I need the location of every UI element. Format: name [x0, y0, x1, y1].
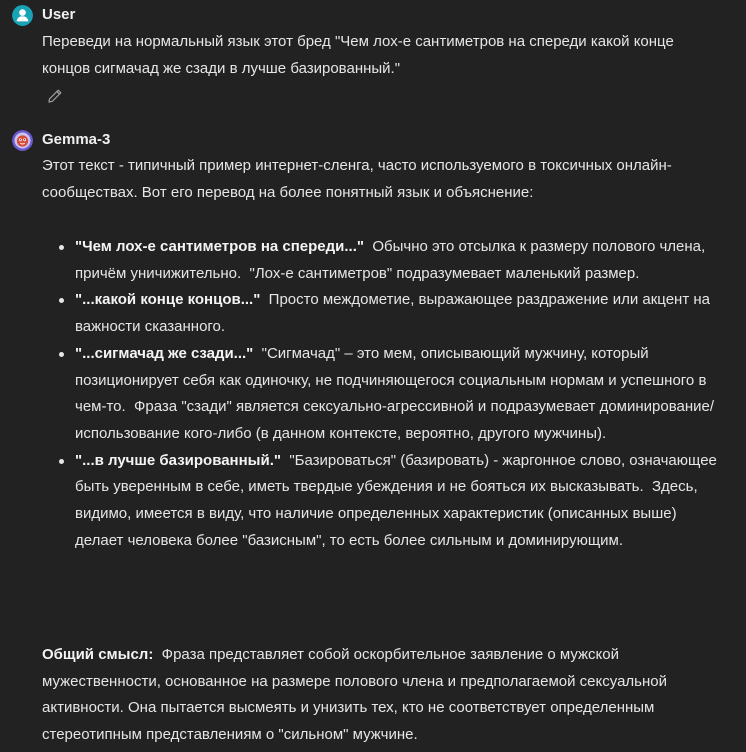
list-item-term: "...сигмачад же сзади...": [75, 344, 254, 362]
summary-label: Общий смысл:: [42, 646, 154, 663]
list-item-term: "...в лучше базированный.": [75, 451, 281, 469]
explanation-list: [58, 234, 726, 554]
list-item-term: "Чем лох-е сантиметров на спереди...": [75, 238, 364, 255]
list-item-text: Просто междометие, выражающее раздражение или акцент на важности сказанного.: [75, 291, 715, 336]
assistant-author-name: Gemma-3: [42, 131, 111, 148]
list-item-term: "...какой конце концов...": [75, 291, 261, 309]
list-item: [58, 448, 726, 555]
user-message-text: Переведи на нормальный язык этот бред "Чем лох-е сантиметров на спереди какой конце концов сигмачад же сзади в лучше базированный.": [42, 33, 674, 77]
assistant-intro-text: Этот текст - типичный пример интернет-сленга, часто используемого в токсичных онлайн-сообществах. Вот его перевод на более понятный язык и объяснение:: [42, 157, 672, 201]
pencil-icon: [46, 87, 64, 105]
summary-text: Фраза представляет собой оскорбительное заявление о мужской мужественности, основанное на размере полового члена и предполагаемой сексуальной активности. Она пытается высмеять и унизить тех, кто не соответствует определенным стереотипным представлениям о "сильном" мужчине.: [42, 646, 672, 744]
user-icon: [12, 5, 33, 26]
list-item: [58, 234, 726, 287]
edit-message-button[interactable]: [46, 87, 64, 105]
user-author-name: User: [42, 6, 76, 23]
list-item: [58, 287, 726, 340]
list-item-text: Обычно это отсылка к размеру полового члена, причём уничижительно. "Лох-е сантиметров" подразумевает маленький размер.: [75, 238, 710, 282]
gemma-avatar-icon: [12, 130, 33, 151]
list-item: [58, 341, 726, 448]
list-item-text: "Сигмачад" – это мем, описывающий мужчину, который позиционирует себя как одиночку, не подчиняющегося социальным нормам и успешного в чем-то. Фраза "сзади" является сексуально-агрессивной и подразумевает доминирование/использование кого-либо (в данном контексте, вероятно, другого мужчины).: [75, 344, 715, 442]
list-item-text: "Базироваться" (базировать) - жаргонное слово, означающее быть уверенным в себе, иметь твердые убеждения и не бояться их высказывать. Здесь, видимо, имеется в виду, что наличие определенных характеристик (описанных выше) делает человека более "базисным", то есть более сильным и доминирующим.: [75, 451, 722, 549]
summary-paragraph: [42, 642, 726, 749]
